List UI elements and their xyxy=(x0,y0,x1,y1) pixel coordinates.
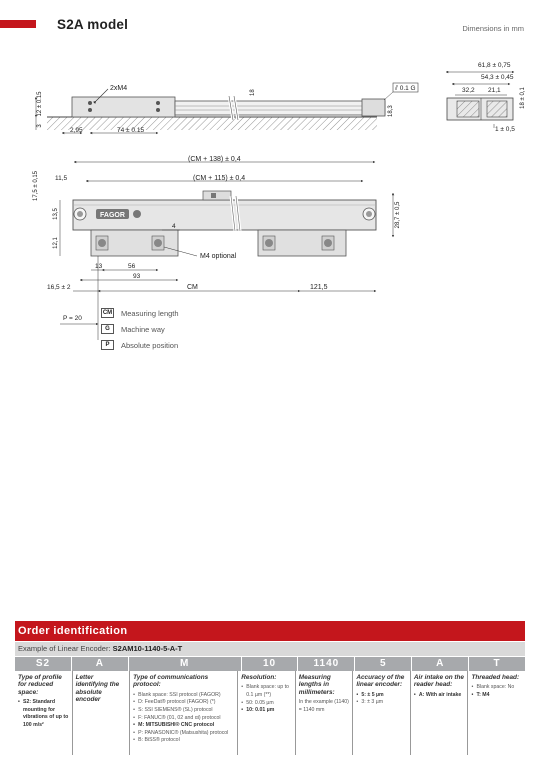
code-cell: 5 xyxy=(355,657,411,671)
legend-label: Machine way xyxy=(121,324,165,334)
desc-protocol xyxy=(130,671,238,755)
thread-label: 2xM4 xyxy=(110,85,128,92)
desc-title: Type of profile for reduced space: xyxy=(18,674,62,696)
page-title: S2A model xyxy=(57,17,129,32)
dim-56-label: 56 xyxy=(128,263,136,270)
legend-item xyxy=(101,321,179,337)
legend-item xyxy=(101,305,179,321)
legend xyxy=(101,305,179,353)
example-prefix: Example of Linear Encoder: xyxy=(18,644,113,653)
desc-item: • F: FANUC® (01, 02 and αi) protocol xyxy=(133,715,234,723)
desc-title: Letter identifying the absolute encoder xyxy=(75,674,120,704)
dim-cm138-label: (CM + 138) ± 0,4 xyxy=(188,156,241,163)
legend-key: G xyxy=(101,324,114,334)
desc-length xyxy=(296,671,354,755)
code-row xyxy=(15,657,525,671)
legend-item xyxy=(101,337,179,353)
desc-item: • Blank space: No xyxy=(471,684,522,692)
machine-base-hatch xyxy=(47,117,377,130)
desc-item: • 50: 0.05 µm xyxy=(241,700,292,708)
dim-74-label: 74 ± 0.15 xyxy=(117,127,145,134)
reader-head-side xyxy=(72,97,175,117)
legend-label: Measuring length xyxy=(121,308,179,318)
front-view xyxy=(33,156,401,340)
desc-resolution xyxy=(238,671,296,755)
desc-title: Air intake on the reader head: xyxy=(413,674,464,689)
desc-title: Type of communications protocol: xyxy=(133,674,209,689)
dimensions-note: Dimensions in mm xyxy=(462,24,524,33)
code-cell: S2 xyxy=(15,657,71,671)
desc-item: • M: MITSUBISHI® CNC protocol xyxy=(133,722,234,730)
desc-plain: In the example (1140) = 1140 mm xyxy=(298,699,349,713)
desc-absolute xyxy=(73,671,131,755)
legend-key: P xyxy=(101,340,114,350)
desc-accuracy xyxy=(353,671,411,755)
desc-item: • D: FeeDat® protocol (FAGOR) (*) xyxy=(133,699,234,707)
desc-item: • Blank space: up to 0.1 µm (**) xyxy=(241,684,292,699)
code-cell: A xyxy=(72,657,128,671)
desc-item: • T: M4 xyxy=(471,692,522,700)
dim-13-label: 13 xyxy=(95,263,103,270)
dim-61-8-label: 61,8 ± 0,75 xyxy=(478,62,511,69)
scale-profile-side xyxy=(175,101,385,115)
section-view xyxy=(446,62,526,133)
desc-item: • 3: ± 3 µm xyxy=(356,699,407,707)
dim-12-label: 12 ± 0.15 xyxy=(37,91,43,117)
p20-label: P = 20 xyxy=(63,315,82,322)
code-cell: T xyxy=(469,657,525,671)
dim-3-label: 3 xyxy=(37,124,43,128)
dim-54-3-label: 54,3 ± 0,45 xyxy=(481,74,514,81)
desc-air-intake xyxy=(411,671,469,755)
desc-item: • S: SSI SIEMENS® (SL) protocol xyxy=(133,707,234,715)
dim-13-5-label: 13,5 xyxy=(53,208,59,220)
dim-cm115-label: (CM + 115) ± 0,4 xyxy=(193,175,246,182)
dim-32-2-label: 32,2 xyxy=(462,87,475,94)
dim-1-label: 1 ± 0,5 xyxy=(495,126,515,133)
dim-93-label: 93 xyxy=(133,273,141,280)
dim-cm-label: CM xyxy=(187,284,198,291)
desc-title: Measuring lengths in millimeters: xyxy=(298,674,335,696)
dim-18-profile-label: 18 xyxy=(250,89,256,96)
order-identification xyxy=(15,621,525,755)
description-row xyxy=(15,671,525,755)
desc-title: Resolution: xyxy=(241,674,277,681)
desc-title: Accuracy of the linear encoder: xyxy=(356,674,405,689)
dim-18-side-label: 18 ± 0,1 xyxy=(520,87,526,109)
desc-threaded-head xyxy=(468,671,525,755)
dim-17-5-label: 17,5 ± 0,15 xyxy=(33,171,39,201)
code-cell: 1140 xyxy=(298,657,354,671)
dim-11-5-label: 11,5 xyxy=(55,175,68,182)
desc-item: • Blank space: SSI protocol (FAGOR) xyxy=(133,692,234,700)
desc-profile xyxy=(15,671,73,755)
dim-4-label: 4 xyxy=(172,223,176,230)
desc-item: • A: With air intake xyxy=(414,692,465,700)
dim-18-3-label: 18,3 xyxy=(388,105,394,117)
brand-logo: FAGOR xyxy=(100,212,125,219)
top-view xyxy=(36,83,418,134)
desc-item: • S2: Standard mounting for vibrations of up to 100 m/s² xyxy=(18,699,69,729)
code-cell: 10 xyxy=(242,657,298,671)
dim-121-5-label: 121,5 xyxy=(310,284,328,291)
dim-16-5-label: 16,5 ± 2 xyxy=(47,284,71,291)
order-example xyxy=(15,642,525,656)
connector-block xyxy=(203,191,231,200)
desc-item: • B: BiSS® protocol xyxy=(133,737,234,745)
order-title: Order identification xyxy=(15,621,525,641)
dim-28-7-label: 28,7 ± 0,5 xyxy=(395,201,401,229)
legend-key: CM xyxy=(102,310,113,316)
desc-item: • P: PANASONIC® (Matsushita) protocol xyxy=(133,730,234,738)
desc-item: • 5: ± 5 µm xyxy=(356,692,407,700)
code-cell: M xyxy=(129,657,241,671)
example-code: S2AM10-1140-5-A-T xyxy=(112,644,183,653)
code-cell: A xyxy=(412,657,468,671)
legend-label: Absolute position xyxy=(121,340,179,350)
desc-title: Threaded head: xyxy=(471,674,520,681)
desc-item: • 10: 0.01 µm xyxy=(241,707,292,715)
dim-12-1-label: 12,1 xyxy=(53,237,59,249)
dim-2-95-label: 2,95 xyxy=(70,127,83,134)
tolerance-label: ⫽ 0.1 G xyxy=(395,85,416,92)
dim-21-1-label: 21,1 xyxy=(488,87,501,94)
m4-optional-label: M4 optional xyxy=(200,253,237,260)
